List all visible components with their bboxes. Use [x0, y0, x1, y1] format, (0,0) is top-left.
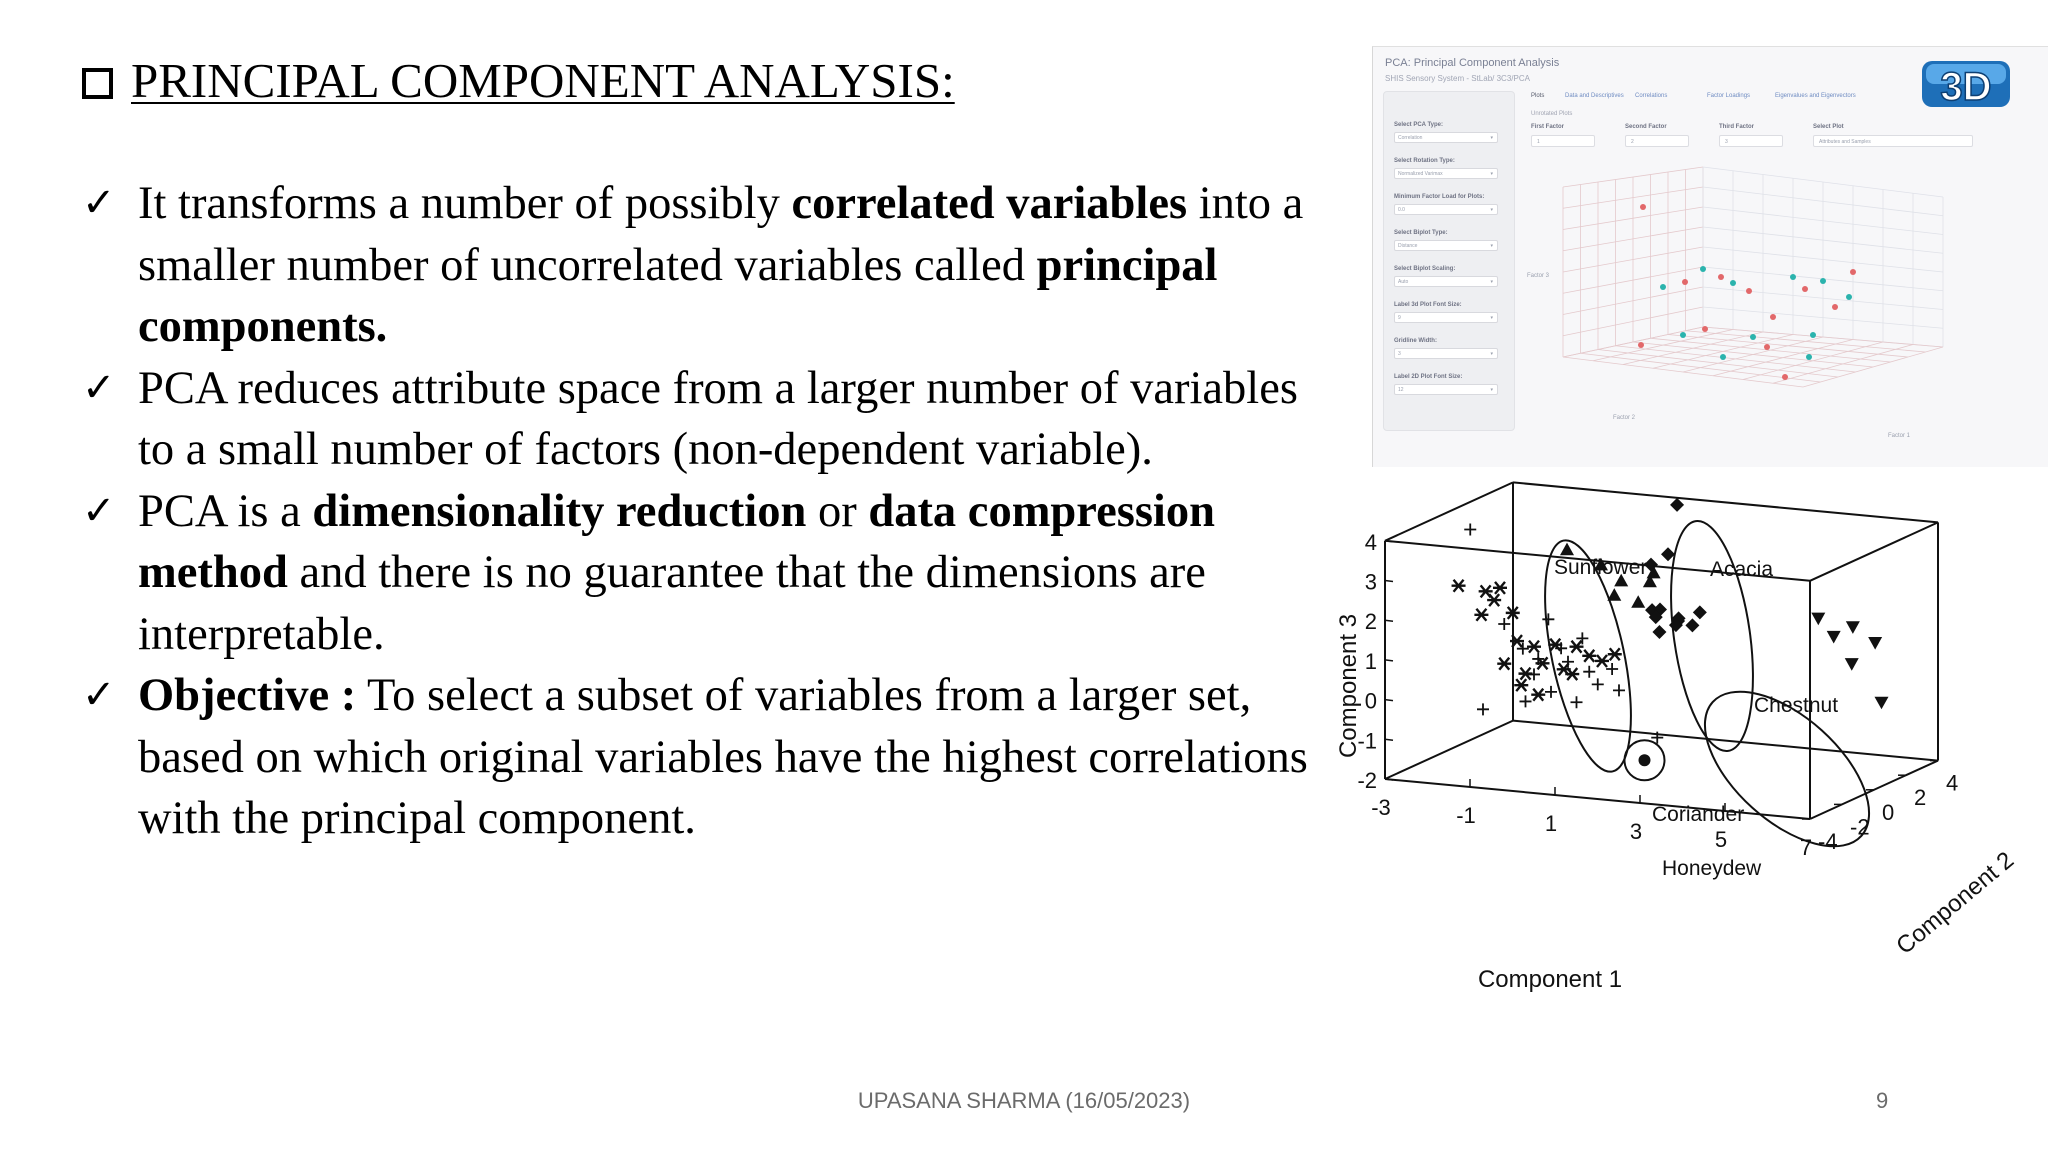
- data-point: [1527, 641, 1541, 653]
- data-point: [1582, 650, 1596, 662]
- z-tick: [1385, 581, 1393, 582]
- app-axis-label: Factor 3: [1527, 273, 1550, 279]
- app-tab[interactable]: Plots: [1531, 93, 1545, 99]
- chevron-down-icon: ▾: [1490, 171, 1493, 177]
- bullet-item: [82, 481, 1332, 666]
- app-tab[interactable]: Factor Loadings: [1707, 93, 1751, 99]
- chevron-down-icon: ▾: [1490, 243, 1493, 249]
- bullet-text-segment: PCA is a: [138, 485, 313, 537]
- data-point: [1811, 613, 1825, 626]
- z-tick-label: -1: [1357, 728, 1377, 754]
- chevron-down-icon: ▾: [1490, 135, 1493, 141]
- series-honeydew: [1625, 740, 1665, 780]
- grid-line: [1803, 347, 1943, 387]
- app-plot-point: [1746, 288, 1752, 294]
- sidebar-select-value: 12: [1398, 387, 1404, 393]
- data-point: [1570, 641, 1584, 653]
- bullet-text-segment: and there is no guarantee that the dimensions are interpretable.: [138, 547, 1206, 660]
- chart-labels: [1335, 530, 2019, 993]
- data-point: [1592, 678, 1604, 690]
- group-label: Acacia: [1710, 558, 1774, 581]
- sidebar-select-value: Correlation: [1398, 135, 1423, 141]
- data-point: [1464, 523, 1476, 535]
- group-label: Coriander: [1652, 803, 1745, 826]
- z-tick: [1385, 660, 1393, 661]
- bullet-text-segment: Objective :: [138, 670, 357, 721]
- data-point: [1493, 582, 1507, 594]
- data-point: [1571, 696, 1583, 708]
- y-tick-label: 2: [1914, 785, 1927, 811]
- bullet-text-segment: correlated variables: [791, 178, 1188, 229]
- app-plot-point: [1638, 342, 1644, 348]
- data-point: [1474, 609, 1488, 621]
- checkmark-icon: ✓: [82, 364, 116, 411]
- box-edge: [1385, 482, 1513, 540]
- sidebar-select-value: Normalized Varimax: [1398, 171, 1443, 177]
- data-point: [1670, 498, 1684, 512]
- app-plot-point: [1770, 314, 1776, 320]
- data-point: [1576, 632, 1588, 644]
- app-tab[interactable]: Eigenvalues and Eigenvectors: [1775, 93, 1856, 99]
- checkmark-icon: ✓: [82, 180, 116, 226]
- app-plot-point: [1720, 354, 1726, 360]
- x-tick-label: -1: [1456, 803, 1476, 828]
- y-tick-label: 0: [1882, 799, 1895, 825]
- app-title: PCA: Principal Component Analysis: [1385, 57, 1560, 69]
- sidebar-select[interactable]: [1394, 132, 1498, 143]
- chevron-down-icon: ▾: [1490, 387, 1493, 393]
- bullet-text-segment: dimensionality reduction: [312, 485, 807, 537]
- data-point: [1685, 618, 1699, 632]
- sidebar-select-value: Distance: [1398, 243, 1418, 249]
- app-plot-point: [1846, 294, 1852, 300]
- data-point: [1846, 621, 1860, 634]
- z-axis-title: Component 3: [1335, 613, 1362, 759]
- factor-input[interactable]: 1: [1531, 135, 1595, 147]
- app-plot-point: [1730, 280, 1736, 286]
- factor-input[interactable]: 3: [1719, 135, 1783, 147]
- data-point: [1531, 689, 1545, 701]
- app-axis-label: Factor 1: [1888, 433, 1911, 439]
- app-plot-point: [1660, 284, 1666, 290]
- pca-3d-scatter-chart: [1330, 466, 2020, 1012]
- sidebar-select[interactable]: [1394, 312, 1498, 323]
- slide-title-text: PRINCIPAL COMPONENT ANALYSIS:: [131, 53, 955, 108]
- data-point: [1542, 613, 1554, 625]
- bullet-text-segment: It transforms a number of possibly: [138, 178, 792, 229]
- bullet-text-segment: or: [806, 485, 869, 537]
- z-tick: [1385, 700, 1393, 701]
- data-point: [1608, 648, 1622, 660]
- checkmark-icon: ✓: [82, 487, 116, 534]
- sidebar-select[interactable]: [1394, 348, 1498, 359]
- data-point: [1498, 618, 1510, 630]
- app-plot-point: [1810, 332, 1816, 338]
- data-point: [1497, 658, 1511, 670]
- app-plot-point: [1790, 274, 1796, 280]
- data-point: [1875, 697, 1889, 710]
- app-plot-point: [1640, 204, 1646, 210]
- sidebar-select-value: Auto: [1398, 279, 1409, 285]
- plot-caption: Unrotated Plots: [1531, 111, 1573, 117]
- x-tick-label: 7: [1799, 835, 1813, 860]
- app-plot-grid: [1527, 167, 1943, 439]
- app-plot-point: [1750, 334, 1756, 340]
- z-tick-label: 3: [1364, 569, 1377, 595]
- y-tick-label: -2: [1850, 814, 1870, 840]
- bullet-text-segment: principal components.: [138, 239, 1218, 352]
- series-unlabeled: [1452, 580, 1622, 701]
- data-point: [1606, 663, 1618, 675]
- box-edge: [1513, 721, 1938, 761]
- data-point: [1510, 635, 1524, 647]
- app-tab[interactable]: Data and Descriptives: [1565, 93, 1624, 99]
- app-plot-point: [1782, 374, 1788, 380]
- slide-number: 9: [1876, 1088, 1889, 1113]
- app-plot-point: [1832, 304, 1838, 310]
- app-plot-point: [1718, 274, 1724, 280]
- sidebar-select[interactable]: [1394, 276, 1498, 287]
- factor-label: Third Factor: [1719, 124, 1755, 130]
- app-plot-point: [1680, 332, 1686, 338]
- box-edge: [1513, 482, 1938, 522]
- sidebar-label: Label 2D Plot Font Size:: [1394, 374, 1463, 380]
- data-point: [1487, 594, 1501, 606]
- sidebar-select[interactable]: [1394, 204, 1498, 215]
- box-edge: [1385, 721, 1513, 779]
- sidebar-select-value: 9: [1398, 315, 1401, 321]
- x-tick-label: -3: [1371, 795, 1391, 820]
- z-tick: [1385, 739, 1393, 740]
- data-point: [1560, 543, 1574, 556]
- z-tick: [1385, 620, 1393, 621]
- bullet-item: [82, 173, 1332, 358]
- app-plot-point: [1802, 286, 1808, 292]
- factor-input[interactable]: Attributes and Samples: [1813, 135, 1973, 147]
- box-edge: [1810, 522, 1938, 580]
- svg-text:3D: 3D: [1940, 65, 1992, 109]
- sidebar-select[interactable]: [1394, 384, 1498, 395]
- box-edge: [1385, 779, 1810, 819]
- app-axis-label: Factor 2: [1613, 415, 1636, 421]
- bullet-text-segment: into a smaller number of uncorrelated variables called: [138, 178, 1304, 291]
- app-plot-point: [1702, 326, 1708, 332]
- sidebar-select-value: 3: [1398, 351, 1401, 357]
- data-point: [1452, 580, 1466, 592]
- sidebar-label: Select PCA Type:: [1394, 122, 1444, 128]
- data-point: [1613, 684, 1625, 696]
- data-point: [1845, 658, 1859, 671]
- z-tick: [1385, 779, 1393, 780]
- chevron-down-icon: ▾: [1490, 279, 1493, 285]
- data-point: [1595, 655, 1609, 667]
- group-ellipse: [1658, 516, 1766, 756]
- footer-text: UPASANA SHARMA (16/05/2023): [857, 1088, 1191, 1113]
- data-point: [1477, 703, 1489, 715]
- app-plot-point: [1806, 354, 1812, 360]
- group-label: Sunflower: [1554, 556, 1648, 579]
- z-tick-label: 2: [1364, 609, 1377, 635]
- data-point: [1514, 679, 1528, 691]
- z-tick-label: 4: [1364, 529, 1377, 555]
- sidebar-select[interactable]: [1394, 240, 1498, 251]
- data-point: [1693, 605, 1707, 619]
- app-plot-point: [1850, 269, 1856, 275]
- factor-label: Select Plot: [1813, 124, 1844, 130]
- data-point: [1519, 668, 1533, 680]
- y-tick-label: 4: [1946, 770, 1959, 796]
- app-plot-point: [1764, 344, 1770, 350]
- checkbox-bullet-icon: [82, 68, 113, 99]
- z-tick: [1385, 541, 1393, 542]
- data-point: [1639, 754, 1651, 766]
- factor-label: First Factor: [1531, 124, 1565, 130]
- bullet-text-segment: data compression method: [138, 485, 1215, 598]
- data-point: [1583, 666, 1595, 678]
- app-plot-point: [1820, 278, 1826, 284]
- bullet-text-segment: To select a subset of variables from a larger set, based on which original variables have the highest correlations with the principal component.: [138, 670, 1308, 844]
- sidebar-label: Select Biplot Type:: [1394, 230, 1448, 236]
- sidebar-label: Select Biplot Scaling:: [1394, 266, 1456, 272]
- data-point: [1545, 686, 1557, 698]
- x-axis-title: Component 1: [1477, 966, 1623, 993]
- group-label: Honeydew: [1662, 857, 1762, 880]
- bullet-text-segment: PCA reduces attribute space from a larger number of variables to a small number of factors (non-dependent variable).: [138, 362, 1298, 475]
- app-sidebar: [1383, 91, 1515, 431]
- data-point: [1827, 631, 1841, 644]
- slide-title: [82, 50, 1322, 112]
- bullet-item: [82, 665, 1332, 850]
- data-point: [1631, 595, 1645, 608]
- factor-label: Second Factor: [1625, 124, 1667, 130]
- z-tick-label: 0: [1364, 688, 1377, 714]
- data-point: [1565, 668, 1579, 680]
- sidebar-select[interactable]: [1394, 168, 1498, 179]
- pca-app-screenshot: [1372, 46, 2048, 467]
- app-plot-point: [1682, 279, 1688, 285]
- checkmark-icon: ✓: [82, 672, 116, 718]
- chevron-down-icon: ▾: [1490, 207, 1493, 213]
- y-axis-title: Component 2: [1891, 846, 2020, 960]
- sidebar-label: Select Rotation Type:: [1394, 158, 1455, 164]
- factor-input[interactable]: 2: [1625, 135, 1689, 147]
- app-tab[interactable]: Correlations: [1635, 93, 1668, 99]
- sidebar-label: Gridline Width:: [1394, 338, 1437, 344]
- 3d-logo-icon: [1919, 53, 2013, 115]
- app-3d-plot: [1523, 157, 1983, 467]
- grid-line: [1773, 345, 1913, 384]
- x-tick-label: 5: [1714, 827, 1728, 852]
- data-point: [1652, 625, 1666, 639]
- data-point: [1868, 637, 1882, 650]
- app-plot-point: [1700, 266, 1706, 272]
- x-tick-label: 3: [1629, 819, 1643, 844]
- sidebar-label: Label 3d Plot Font Size:: [1394, 302, 1462, 308]
- z-tick-label: -2: [1357, 768, 1377, 793]
- app-subtitle: SHIS Sensory System - StLab/ 3C3/PCA: [1385, 74, 1530, 83]
- sidebar-select-value: 0.0: [1398, 207, 1405, 213]
- chevron-down-icon: ▾: [1490, 351, 1493, 357]
- z-tick-label: 1: [1364, 648, 1377, 674]
- sidebar-label: Minimum Factor Load for Plots:: [1394, 194, 1485, 200]
- chevron-down-icon: ▾: [1490, 315, 1493, 321]
- data-point: [1520, 695, 1532, 707]
- bullet-item: [82, 358, 1332, 481]
- group-label: Chestnut: [1754, 694, 1839, 717]
- y-tick-label: -4: [1818, 829, 1838, 854]
- bullet-list: [82, 173, 1332, 850]
- x-tick-label: 1: [1544, 811, 1558, 836]
